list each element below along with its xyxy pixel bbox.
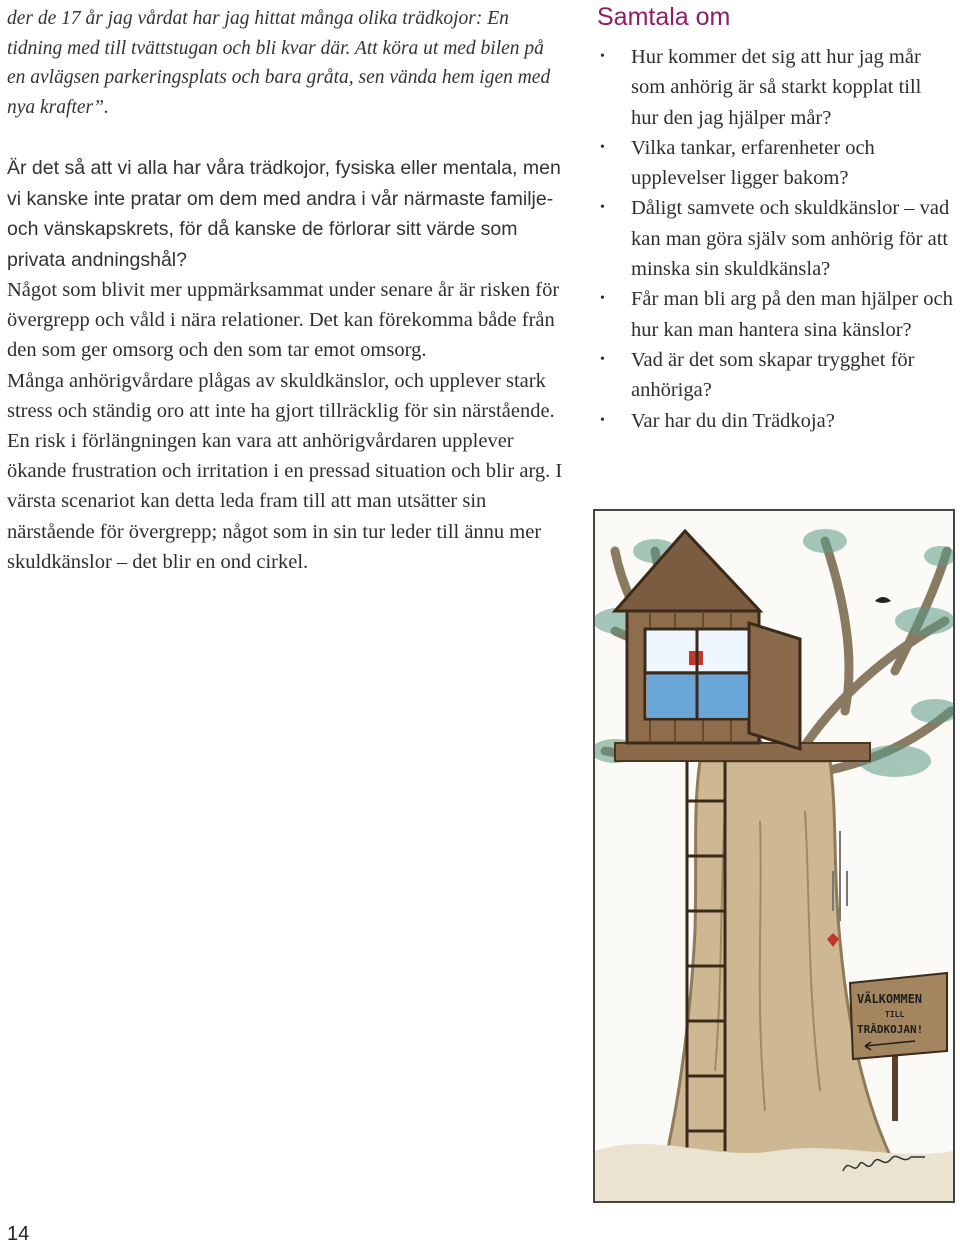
question-text: Dåligt samvete och skuldkänslor – vad kan man göra själv som anhörig för att minska sin skuldkänsla?: [631, 197, 950, 281]
intro-quote: der de 17 år jag vårdat har jag hittat många olika trädkojor: En tidning med till tvättstugan och bli kvar där. Att köra ut med bilen på en avlägsen parkeringsplats och bara gråta, sen vända hem igen med nya krafter”.: [7, 8, 551, 118]
list-item: [597, 193, 953, 284]
bullet-icon: •: [600, 49, 605, 64]
sign-line-3: TRÄDKOJAN!: [857, 1023, 924, 1036]
bullet-icon: •: [600, 351, 605, 367]
bullet-icon: •: [600, 291, 605, 307]
list-item: [597, 406, 953, 436]
sidebar-heading: Samtala om: [597, 3, 731, 31]
list-item: [597, 42, 953, 133]
question-text: Vilka tankar, erfarenheter och upplevelser ligger bakom?: [631, 136, 875, 190]
list-item: [597, 284, 953, 345]
paragraph-guilt: Många anhörigvårdare plågas av skuldkänslor, och upplever stark stress och ständig oro att inte ha gjort tillräcklig för sin närstående. En risk i förlängningen kan vara att anhörigvårdaren upplever ökande frustration och irritation i en pressad situation och blir arg. I värsta scenariot kan detta leda fram till att man utsätter sin närstående för övergrepp; något som in sin tur leder till ännu mer skuldkänslor – det blir en ond cirkel.: [7, 369, 563, 573]
main-text-column: [7, 4, 563, 577]
roof: [615, 531, 760, 611]
page-number: 14: [7, 1223, 30, 1245]
bird-icon: [875, 597, 891, 603]
bullet-icon: •: [600, 139, 605, 155]
sidebar: [597, 0, 953, 436]
paragraph-tree-houses: Är det så att vi alla har våra trädkojor, fysiska eller mentala, men vi kanske inte pratar om dem med andra i vår närmaste familje- och vänskapskrets, för då kanske de förlorar sitt värde som privata andningshål?: [7, 157, 561, 271]
platform: [615, 743, 870, 761]
sign-line-1: VÄLKOMMEN: [857, 992, 923, 1006]
window-shutter: [749, 623, 800, 749]
list-item: [597, 345, 953, 406]
bullet-icon: •: [600, 412, 605, 428]
treehouse-illustration: [593, 509, 955, 1203]
question-text: Var har du din Trädkoja?: [631, 409, 835, 432]
list-item: [597, 133, 953, 194]
question-text: Vad är det som skapar trygghet för anhöriga?: [631, 348, 915, 402]
treehouse-drawing: [595, 511, 953, 1201]
paragraph-abuse-risk: Något som blivit mer uppmärksammat under senare år är risken för övergrepp och våld i nära relationer. Det kan förekomma både från den som ger omsorg och den som tar emot omsorg.: [7, 279, 560, 362]
question-text: Hur kommer det sig att hur jag mår som anhörig är så starkt kopplat till hur den jag hjälper mår?: [631, 46, 922, 129]
ground: [595, 1144, 953, 1201]
question-list: [597, 42, 953, 436]
question-text: Får man bli arg på den man hjälper och hur kan man hantera sina känslor?: [631, 288, 953, 341]
sign-line-2: TILL: [885, 1010, 905, 1019]
bullet-icon: •: [600, 200, 605, 216]
